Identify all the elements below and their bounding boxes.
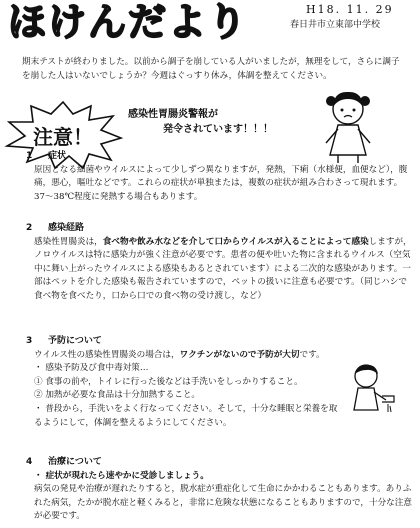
bullet-item: ・ 普段から，手洗いをよく行なってください。そして，十分な睡眠と栄養を取るようにして，体調を整えるようにしてください。: [34, 403, 338, 428]
section-treatment: [8, 456, 413, 524]
alert-line-1: 感染性胃腸炎警報が: [128, 109, 218, 120]
section-tail: です。: [299, 349, 325, 360]
section-emphasis: 食べ物や飲み水などを介して口からウイルスが入ることによって感染: [102, 236, 369, 247]
school-name: 春日井市立東部中学校: [290, 20, 381, 30]
newsletter-title: ほけんだより: [8, 0, 249, 44]
section-number: 4: [26, 457, 33, 467]
numbered-item: ① 食事の前や，トイレに行った後などは手洗いをしっかりすること。: [34, 376, 303, 387]
alert-heading: [128, 107, 273, 137]
section-body: しますが，ノロウイルスは特に感染力が強く注意が必要です。患者の便や吐いた物に含まれるウイルス（空気中に舞い上がったウイルスによる感染もあるとされています）による二次的な感染があります。一部はペットを介した感染も報告されていますので，ペットの扱いに注意も必要です。（同じハシで食べ物を食べたり，口から口での食べ物の受け渡し，など）: [34, 236, 412, 301]
section-number: 3: [26, 336, 33, 346]
section-body: 病気の発見や治療が遅れたりすると，脱水症が重症化して生命にかかわることもあります。ありふれた病気，たかが脱水症と軽くみると，非常に危険な状態になることもありますので，十分な注意が必要です。: [34, 484, 412, 522]
section-symptoms: [8, 150, 413, 204]
intro-text: 期末テストが終わりました。以前から調子を崩している人がいましたが，無理をして，さらに調子を崩した人はいないでしょうか？今週はぐっすり休み，体調を整えてください。: [22, 57, 400, 81]
section-body: 原因となる細菌やウイルスによって少しずつ異なりますが，発熱，下痢（水様便，血便など），腹痛，悪心，嘔吐などです。これらの症状が単独または，複数の症状が組み合わさって現れます。37～38℃程度に発熱する場合もあります。: [34, 164, 408, 202]
section-lead: ウイルス性の感染性胃腸炎の場合は，: [34, 349, 180, 360]
alert-line-2: 発令されています！！！: [163, 124, 273, 135]
caution-label: 注意！: [33, 125, 93, 149]
section-title: 症状: [48, 151, 67, 161]
handwashing-illustration: [338, 362, 396, 420]
bullet-item: ・ 症状が現れたら速やかに受診しましょう。: [34, 470, 209, 481]
numbered-item: ② 加熱が必要な食品は十分加熱すること。: [34, 390, 201, 401]
section-title: 感染経路: [48, 223, 85, 233]
section-lead: 感染性胃腸炎は，: [34, 236, 103, 247]
section-title: 治療について: [48, 457, 102, 467]
section-number: 1: [26, 151, 33, 161]
section-emphasis: ワクチンがないので予防が大切: [179, 349, 300, 360]
section-number: 2: [26, 223, 33, 233]
issue-date: H18. 11. 29: [306, 3, 394, 16]
section-infection-route: [8, 222, 413, 304]
bullet-item: ・ 感染予防及び食中毒対策…: [34, 363, 149, 374]
section-title: 予防について: [48, 336, 102, 346]
